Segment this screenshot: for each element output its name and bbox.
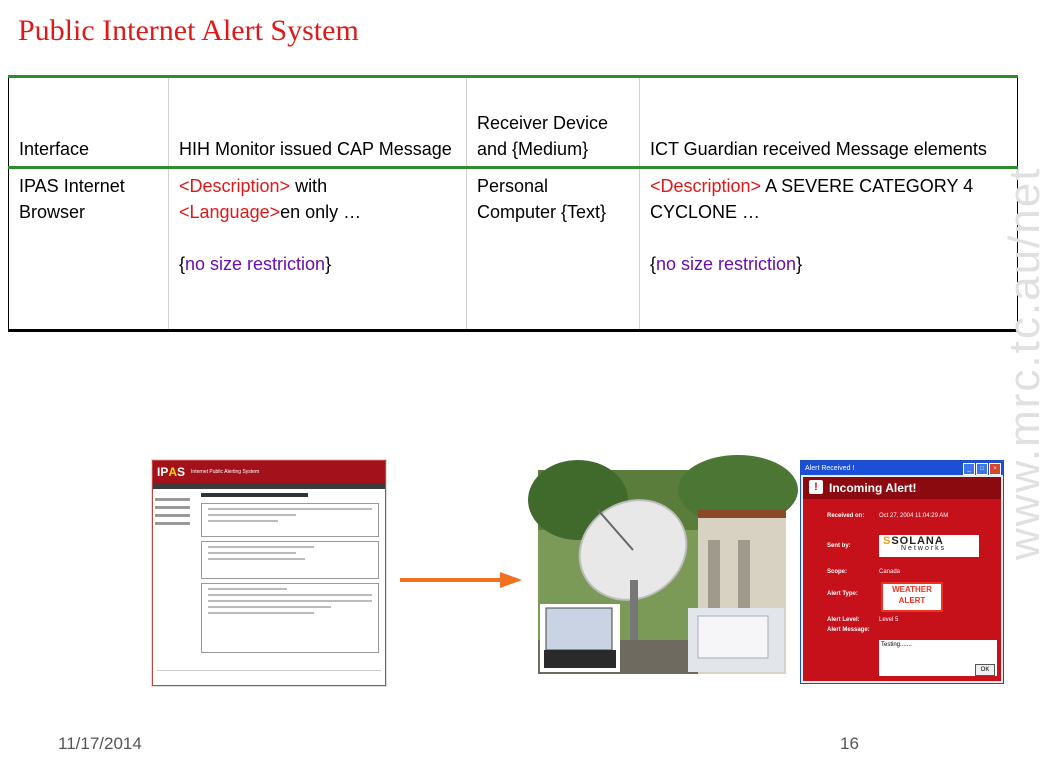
level-value: Level 5 bbox=[879, 617, 899, 623]
minimize-button[interactable]: _ bbox=[963, 463, 975, 475]
ipas-header bbox=[153, 461, 385, 483]
slide-title: Public Internet Alert System bbox=[18, 14, 359, 47]
flow-arrow-icon bbox=[400, 570, 524, 590]
header-hih-message: HIH Monitor issued CAP Message bbox=[169, 77, 467, 168]
hih-text-en-only: en only … bbox=[280, 202, 362, 222]
watermark: www.mrc.tc.au/net bbox=[1000, 166, 1049, 560]
scope-value: Canada bbox=[879, 569, 901, 575]
scope-label: Scope: bbox=[827, 569, 848, 575]
cell-ict-elements bbox=[640, 168, 1018, 331]
header-ict-elements: ICT Guardian received Message elements bbox=[640, 77, 1018, 168]
type-label: Alert Type: bbox=[827, 591, 858, 597]
header-receiver-device: Receiver Device and {Medium} bbox=[467, 77, 640, 168]
interface-rest: Internet Browser bbox=[19, 176, 125, 222]
ict-text: A SEVERE CATEGORY 4 CYCLONE … bbox=[650, 176, 974, 222]
brace-open: { bbox=[650, 254, 657, 274]
ict-description-tag: <Description> bbox=[650, 176, 762, 196]
interface-bold: IPAS bbox=[19, 176, 59, 196]
language-tag: <Language> bbox=[179, 202, 281, 222]
ipas-header-text: Internet Public Alerting System bbox=[191, 469, 260, 475]
ipas-footer bbox=[157, 670, 381, 679]
ok-button[interactable]: OK bbox=[975, 664, 995, 676]
no-size-restriction: no size restriction bbox=[656, 254, 797, 274]
brace-open: { bbox=[179, 254, 186, 274]
level-label: Alert Level: bbox=[827, 617, 860, 623]
alert-window-title: Alert Received ! bbox=[805, 464, 855, 472]
device-text: Personal Computer {Text} bbox=[477, 176, 607, 222]
comparison-table bbox=[8, 75, 1018, 332]
header-interface: Interface bbox=[9, 77, 169, 168]
received-value: Oct 27, 2004 11:04:29 AM bbox=[879, 513, 949, 519]
solana-logo: SSOLANA Networks bbox=[879, 535, 979, 557]
alert-banner: ! Incoming Alert! bbox=[803, 477, 1001, 499]
sent-label: Sent by: bbox=[827, 543, 851, 549]
cell-hih-message bbox=[169, 168, 467, 331]
message-label: Alert Message: bbox=[827, 627, 870, 633]
footer-date: 11/17/2014 bbox=[58, 734, 142, 753]
no-size-restriction: no size restriction bbox=[185, 254, 326, 274]
brace-close: } bbox=[325, 254, 332, 274]
cell-interface bbox=[9, 168, 169, 331]
alert-message-box[interactable]: Testing....... bbox=[879, 640, 997, 676]
table-row bbox=[9, 168, 1018, 331]
table-header-row bbox=[9, 77, 1018, 168]
received-label: Received on: bbox=[827, 513, 865, 519]
satellite-dish-photo bbox=[538, 470, 786, 674]
cell-receiver-device bbox=[467, 168, 640, 331]
ipas-form bbox=[201, 493, 379, 661]
ipas-logo: IPAS bbox=[157, 465, 186, 479]
hih-text-with: with bbox=[290, 176, 328, 196]
close-button[interactable]: × bbox=[989, 463, 1001, 475]
maximize-button[interactable]: □ bbox=[976, 463, 988, 475]
ipas-screenshot bbox=[152, 460, 386, 686]
ipas-sidebar bbox=[155, 493, 199, 530]
alert-window bbox=[800, 460, 1004, 684]
weather-alert-badge: WEATHER ALERT bbox=[881, 582, 943, 612]
description-tag: <Description> bbox=[179, 176, 291, 196]
alert-titlebar bbox=[801, 461, 1003, 475]
alert-body bbox=[803, 477, 1001, 681]
brace-close: } bbox=[796, 254, 803, 274]
ipas-nav-bar bbox=[153, 483, 385, 489]
warning-icon: ! bbox=[809, 480, 823, 494]
page-number: 16 bbox=[840, 734, 859, 753]
